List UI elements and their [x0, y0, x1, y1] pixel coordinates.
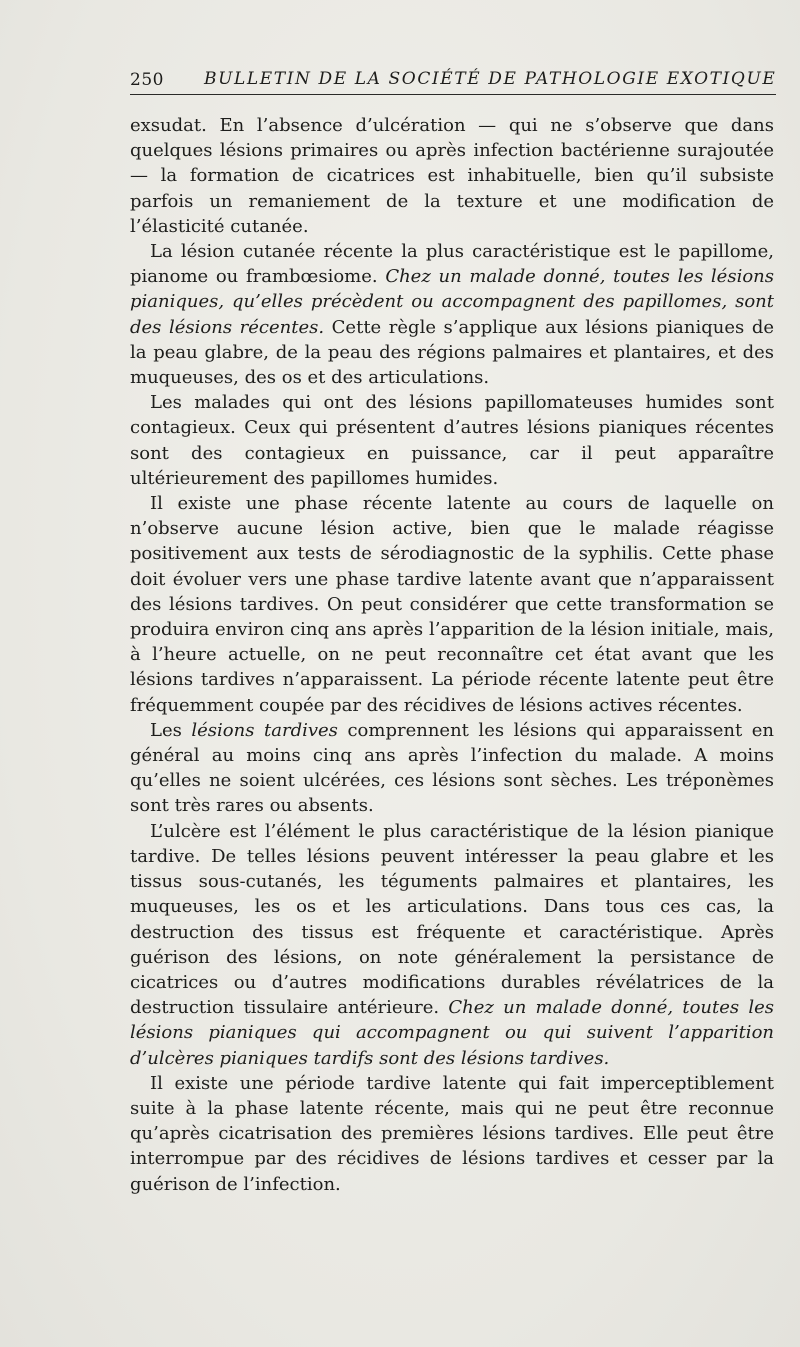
running-header: [130, 66, 776, 95]
paragraph: [130, 390, 774, 491]
paragraph: [130, 819, 774, 1071]
paragraph: [130, 239, 774, 390]
running-title: BULLETIN DE LA SOCIÉTÉ DE PATHOLOGIE EXOTIQUE: [204, 69, 777, 89]
paragraph: [130, 1071, 774, 1197]
body-text: [130, 113, 774, 1197]
paragraph: [130, 718, 774, 819]
italic-text: Chez un malade donné, toutes les lésions pianiques qui accompagnent ou qui suivent l’apparition d’ulcères pianiques tardifs sont des lésions tardives.: [130, 997, 774, 1069]
text-run: Les malades qui ont des lésions papillomateuses humides sont contagieux. Ceux qui présentent d’autres lésions pianiques récentes sont des contagieux en puissance, car il peut apparaître ultérieurement des papillomes humides.: [130, 392, 774, 489]
text-run: Cette règle s’applique aux lésions pianiques de la peau glabre, de la peau des régions palmaires et plantaires, et des muqueuses, des os et des articulations.: [130, 316, 774, 389]
italic-text: lésions tardives: [191, 719, 338, 741]
text-run: Il existe une période tardive latente qui fait imperceptiblement suite à la phase latente récente, mais qui ne peut être reconnue qu’après cicatrisation des premières lésions tardives. Elle peut être interrompue par des récidives de lésions tardives et cesser par la guérison de l’infection.: [130, 1072, 774, 1195]
text-run: L’ulcère est l’élément le plus caractéristique de la lésion pianique tardive. De telles lésions peuvent intéresser la peau glabre et les tissus sous-cutanés, les téguments palmaires et plantaires, les muqueuses, les os et les articulations. Dans tous ces cas, la destruction des tissus est fréquente et caractéristique. Après guérison des lésions, on note généralement la persistance de cicatrices ou d’autres modifications durables révélatrices de la destruction tissulaire antérieure.: [130, 820, 774, 1019]
paragraph: [130, 491, 774, 718]
paragraph: [130, 113, 774, 239]
text-run: Les: [150, 719, 192, 741]
text-run: La lésion cutanée récente la plus caractéristique est le papillome, pianome ou frambœsiome.: [130, 241, 774, 288]
italic-text: Chez un malade donné, toutes les lésions pianiques, qu’elles précèdent ou accompagnent des papillomes, sont des lésions récentes.: [130, 266, 774, 338]
text-run: exsudat. En l’absence d’ulcération — qui ne s’observe que dans quelques lésions primaires ou après infection bactérienne surajoutée — la formation de cicatrices est inhabituelle, bien qu’il subsiste parfois un remaniement de la texture et une modification de l’élasticité cutanée.: [130, 115, 774, 237]
page-number: 250: [130, 70, 164, 90]
text-run: comprennent les lésions qui apparaissent en général au moins cinq ans après l’infection du malade. A moins qu’elles ne soient ulcérées, ces lésions sont sèches. Les tréponèmes sont très rares ou absents.: [130, 719, 774, 817]
text-run: Il existe une phase récente latente au cours de laquelle on n’observe aucune lésion active, bien que le malade réagisse positivement aux tests de sérodiagnostic de la syphilis. Cette phase doit évoluer vers une phase tardive latente avant que n’apparaissent des lésions tardives. On peut considérer que cette transformation se produira environ cinq ans après l’apparition de la lésion initiale, mais, à l’heure actuelle, on ne peut reconnaître cet état avant que les lésions tardives n’apparaissent. La période récente latente peut être fréquemment coupée par des récidives de lésions actives récentes.: [130, 493, 774, 716]
